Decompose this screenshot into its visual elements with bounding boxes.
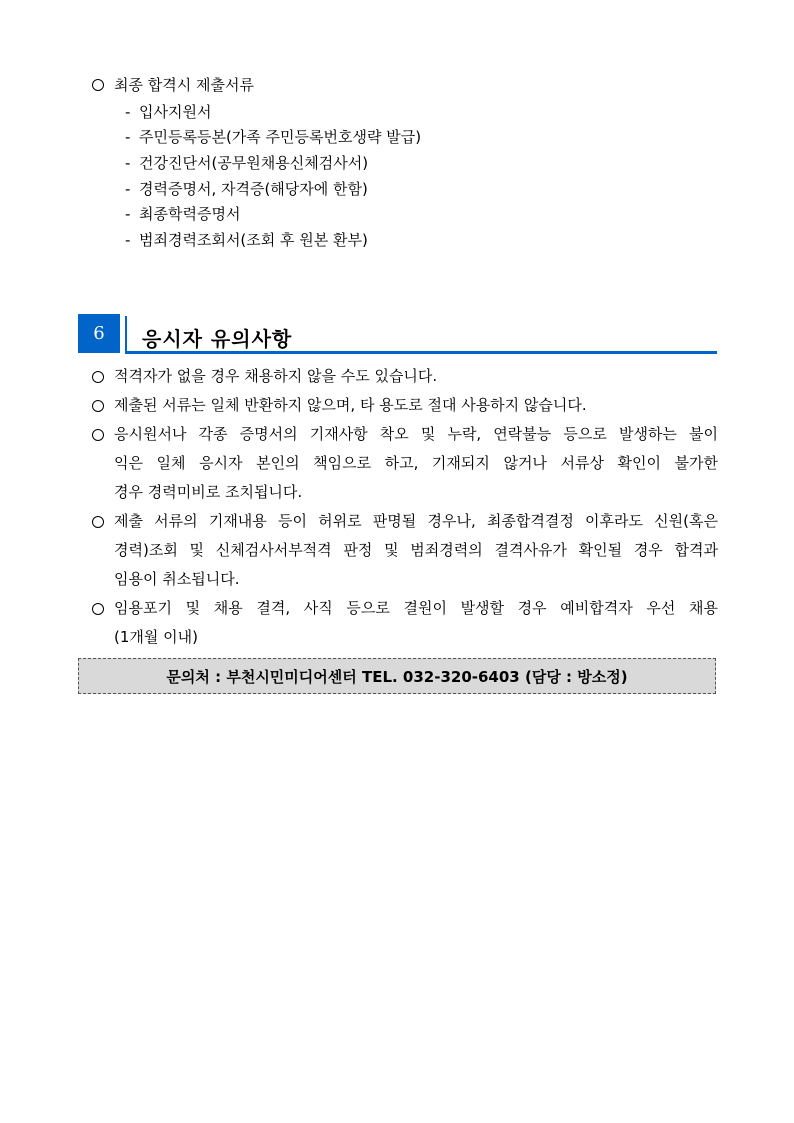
list-item-text: 건강진단서(공무원채용신체검사서) <box>139 153 369 172</box>
circle-bullet-icon <box>92 79 104 91</box>
notice-text: 응시원서나 각종 증명서의 기재사항 착오 및 누락, 연락불능 등으로 발생하는 불이 익은 일체 응시자 본인의 책임으로 하고, 기재되지 않거나 서류상 확인이 불가한 경우 경력미비로 조치됩니다. <box>114 425 718 501</box>
dash-bullet-icon: - <box>125 153 131 172</box>
list-item <box>125 103 211 121</box>
list-item <box>125 180 368 198</box>
circle-bullet-icon <box>92 429 104 441</box>
notices-list <box>92 362 718 652</box>
notice-text: 임용포기 및 채용 결격, 사직 등으로 결원이 발생할 경우 예비합격자 우선 채용 (1개월 이내) <box>114 599 718 646</box>
dash-bullet-icon: - <box>125 179 131 198</box>
notice-text: 제출된 서류는 일체 반환하지 않으며, 타 용도로 절대 사용하지 않습니다. <box>114 396 587 414</box>
list-item <box>125 128 421 146</box>
list-item <box>92 507 718 594</box>
section-underline <box>125 351 717 354</box>
list-item <box>92 420 718 507</box>
list-item <box>92 362 718 391</box>
list-item-text: 범죄경력조회서(조회 후 원본 환부) <box>139 230 368 249</box>
section-number-badge: 6 <box>78 314 120 353</box>
list-item <box>92 594 718 652</box>
section-6-header <box>78 314 718 356</box>
final-documents-section <box>92 75 732 249</box>
final-documents-heading <box>92 76 732 94</box>
list-item <box>125 154 368 172</box>
list-item-text: 주민등록등본(가족 주민등록번호생략 발급) <box>139 127 422 146</box>
list-item-text: 경력증명서, 자격증(해당자에 한함) <box>139 179 368 198</box>
contact-info-box <box>78 658 716 694</box>
notice-text: 제출 서류의 기재내용 등이 허위로 판명될 경우나, 최종합격결정 이후라도 신원(혹은 경력)조회 및 신체검사서부적격 판정 및 범죄경력의 결격사유가 확인될 경우 합격과 임용이 취소됩니다. <box>114 512 718 588</box>
circle-bullet-icon <box>92 371 104 383</box>
circle-bullet-icon <box>92 400 104 412</box>
list-item <box>125 205 240 223</box>
circle-bullet-icon <box>92 603 104 615</box>
notice-text: 적격자가 없을 경우 채용하지 않을 수도 있습니다. <box>114 367 438 385</box>
dash-bullet-icon: - <box>125 230 131 249</box>
dash-bullet-icon: - <box>125 204 131 223</box>
section-divider <box>125 316 127 353</box>
circle-bullet-icon <box>92 516 104 528</box>
final-documents-heading-text: 최종 합격시 제출서류 <box>114 75 254 94</box>
list-item <box>92 391 718 420</box>
dash-bullet-icon: - <box>125 102 131 121</box>
list-item-text: 입사지원서 <box>139 102 212 121</box>
list-item-text: 최종학력증명서 <box>139 204 241 223</box>
dash-bullet-icon: - <box>125 127 131 146</box>
contact-info-text: 문의처 : 부천시민미디어센터 TEL. 032-320-6403 (담당 : 방소정) <box>166 667 628 686</box>
list-item <box>125 231 368 249</box>
section-title: 응시자 유의사항 <box>142 327 293 351</box>
